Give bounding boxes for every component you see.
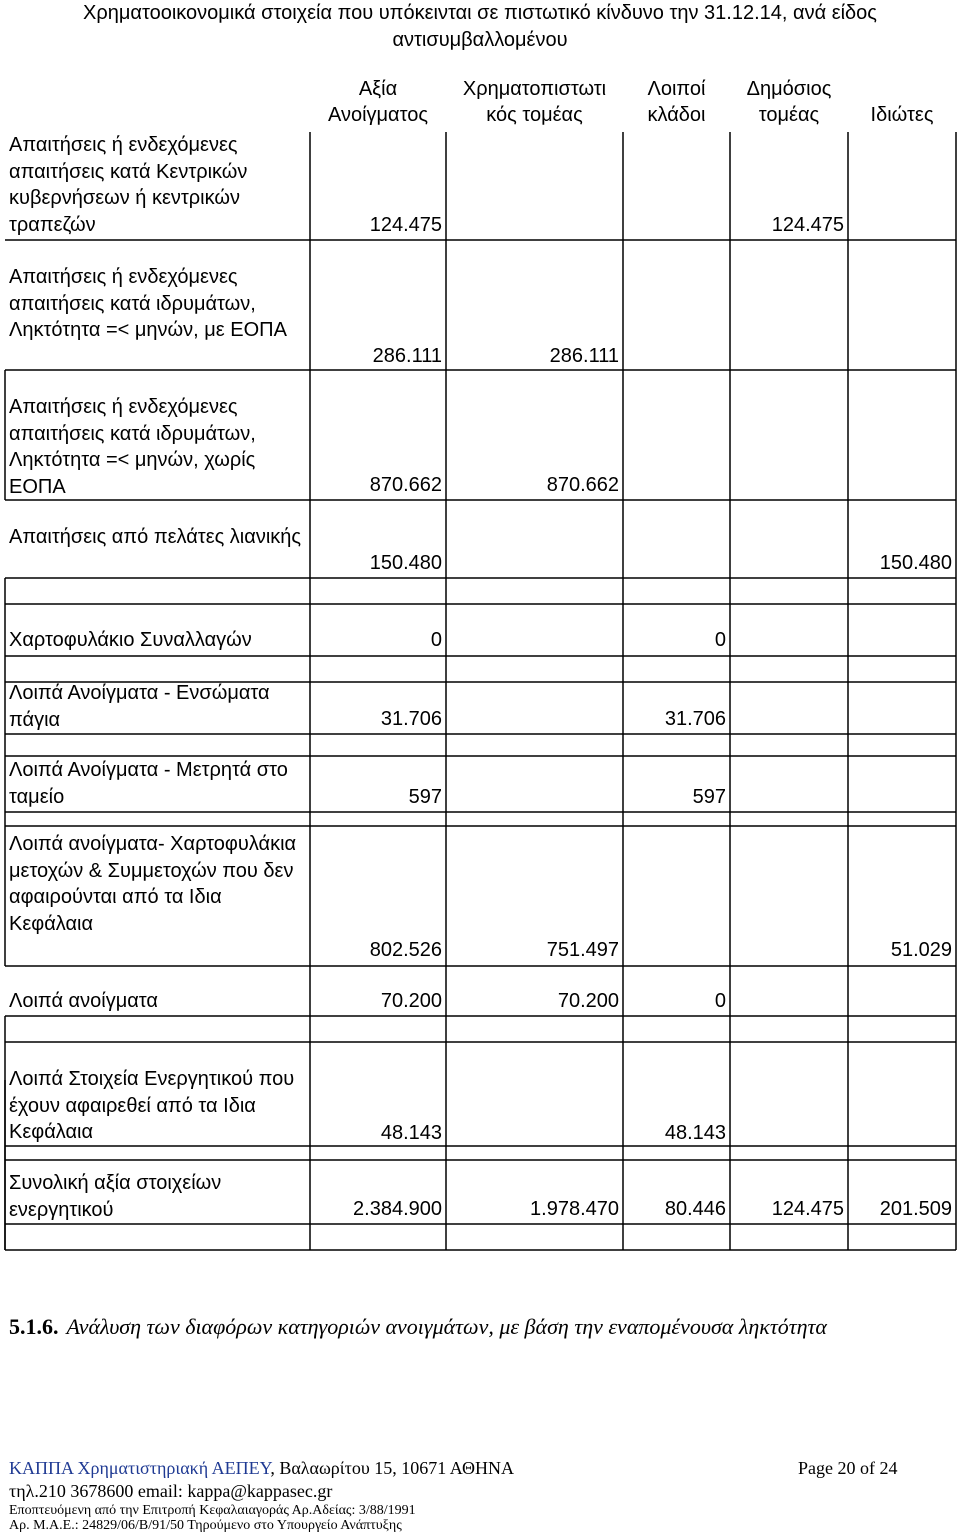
cell-value: 70.200 [380, 990, 442, 1012]
cell-value: 802.526 [369, 939, 442, 961]
cell-value: 0 [430, 629, 442, 651]
column-header-financial-sector: Χρηματοπιστωτι κός τομέας [462, 78, 607, 126]
cell-value: 286.111 [372, 345, 442, 367]
column-header-other-sectors: Λοιποί κλάδοι [647, 78, 706, 126]
footer-company-line [9, 1456, 514, 1480]
cell-value: 31.706 [380, 708, 442, 730]
page-number: Page 20 of 24 [798, 1458, 898, 1478]
row-label: Απαιτήσεις ή ενδεχόμενες απαιτήσεις κατά ιδρυμάτων, Ληκτότητα =< μηνών, χωρίς ΕΟΠΑ [9, 396, 256, 498]
row-label: Απαιτήσεις ή ενδεχόμενες απαιτήσεις κατά ιδρυμάτων, Ληκτότητα =< μηνών, με ΕΟΠΑ [9, 266, 287, 341]
cell-value: 0 [714, 629, 726, 651]
cell-value: 70.200 [557, 990, 619, 1012]
cell-value: 201.509 [879, 1198, 952, 1220]
row-label: Λοιπά ανοίγματα [9, 990, 158, 1012]
cell-value: 2.384.900 [353, 1198, 442, 1220]
cell-value: 870.662 [546, 474, 619, 496]
row-label: Λοιπά Στοιχεία Ενεργητικού που έχουν αφαιρεθεί από τα Ιδια Κεφάλαια [9, 1068, 295, 1143]
cell-value: 124.475 [369, 214, 442, 236]
row-label: Λοιπά Ανοίγματα - Ενσώματα πάγια [9, 682, 270, 731]
footer-contact: τηλ.210 3678600 email: kappa@kappasec.gr [9, 1481, 333, 1501]
cell-value: 597 [692, 786, 726, 808]
section-heading [9, 1312, 909, 1342]
cell-value: 124.475 [771, 1198, 844, 1220]
cell-value: 51.029 [890, 939, 952, 961]
row-label: Λοιπά ανοίγματα- Χαρτοφυλάκια μετοχών & Συμμετοχών που δεν αφαιρούνται από τα Ιδια Κεφάλαια [9, 833, 297, 935]
cell-value: 124.475 [771, 214, 844, 236]
cell-value: 150.480 [369, 552, 442, 574]
footer-company: ΚΑΠΠΑ Χρηματιστηριακή ΑΕΠΕΥ [9, 1458, 271, 1478]
column-header-public-sector: Δημόσιος τομέας [746, 78, 832, 126]
row-label: Χαρτοφυλάκιο Συναλλαγών [9, 629, 252, 651]
row-label: Απαιτήσεις ή ενδεχόμενες απαιτήσεις κατά Κεντρικών κυβερνήσεων ή κεντρικών τραπεζών [9, 134, 248, 236]
footer-registry: Αρ. Μ.Α.Ε.: 24829/06/Β/91/50 Τηρούμενο στο Υπουργείο Ανάπτυξης [9, 1518, 402, 1533]
cell-value: 48.143 [380, 1122, 442, 1144]
column-header-individuals: Ιδιώτες [870, 104, 934, 126]
column-header-exposure-value: Αξία Ανοίγματος [327, 78, 428, 126]
row-label: Συνολική αξία στοιχείων ενεργητικού [9, 1172, 222, 1221]
row-label: Λοιπά Ανοίγματα - Μετρητά στο ταμείο [9, 759, 288, 808]
section-title: Ανάλυση των διαφόρων κατηγοριών ανοιγμάτων, με βάση την εναπομένουσα ληκτότητα [66, 1314, 827, 1339]
footer-address: , Βαλαωρίτου 15, 10671 ΑΘΗΝΑ [270, 1458, 515, 1478]
cell-value: 286.111 [549, 345, 619, 367]
section-number: 5.1.6. [9, 1314, 59, 1339]
footer-supervision: Εποπτευόμενη από την Επιτροπή Κεφαλαιαγοράς Αρ.Αδείας: 3/88/1991 [9, 1503, 416, 1518]
cell-value: 150.480 [879, 552, 952, 574]
cell-value: 48.143 [664, 1122, 726, 1144]
cell-value: 80.446 [664, 1198, 726, 1220]
cell-value: 31.706 [664, 708, 726, 730]
cell-value: 870.662 [369, 474, 442, 496]
table-title: Χρηματοοικονομικά στοιχεία που υπόκεινται σε πιστωτικό κίνδυνο την 31.12.14, ανά είδος αντισυμβαλλομένου [83, 2, 877, 51]
cell-value: 1.978.470 [530, 1198, 619, 1220]
cell-value: 751.497 [546, 939, 619, 961]
cell-value: 597 [408, 786, 442, 808]
cell-value: 0 [714, 990, 726, 1012]
row-label: Απαιτήσεις από πελάτες λιανικής [9, 526, 302, 548]
